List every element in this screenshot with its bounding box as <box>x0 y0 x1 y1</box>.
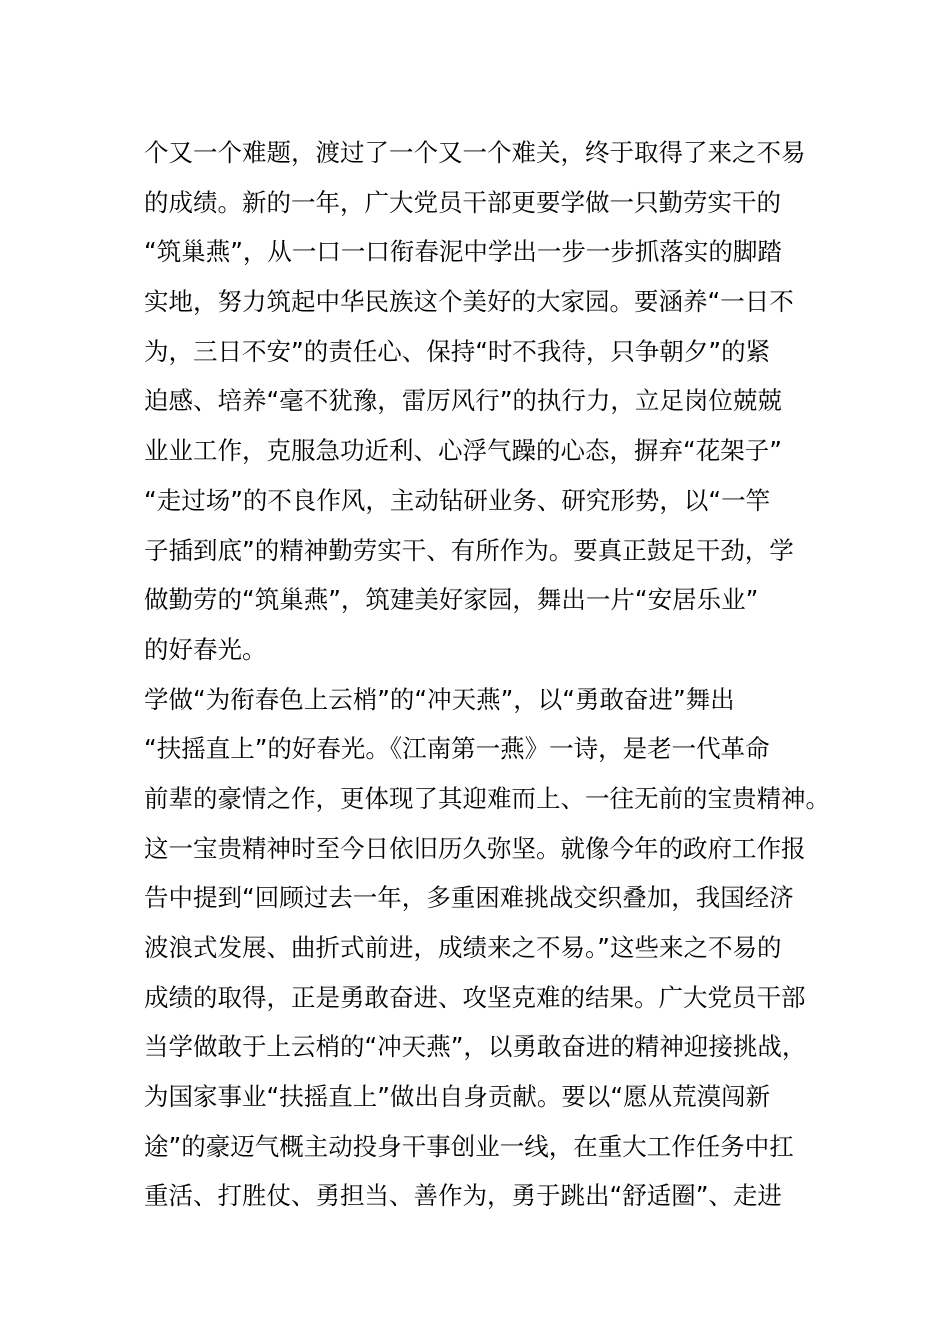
paragraph-start-line: 学做“为衔春色上云梢”的“冲天燕”，以“勇敢奋进”舞出 <box>144 684 735 714</box>
text-line: 的好春光。 <box>144 634 267 664</box>
text-line: 迫感、培养“毫不犹豫，雷厉风行”的执行力，立足岗位兢兢 <box>144 386 782 416</box>
text-line: 实地，努力筑起中华民族这个美好的大家园。要涵养“一日不 <box>144 287 794 317</box>
text-line: 当学做敢于上云梢的“冲天燕”，以勇敢奋进的精神迎接挑战， <box>144 1032 807 1062</box>
text-line: “走过场”的不良作风，主动钻研业务、研究形势，以“一竿 <box>144 485 771 515</box>
text-line: 波浪式发展、曲折式前进，成绩来之不易。”这些来之不易的 <box>144 933 782 962</box>
text-line: 为国家事业“扶摇直上”做出自身贡献。要以“愿从荒漠闯新 <box>144 1082 771 1112</box>
text-line: 前辈的豪情之作，更体现了其迎难而上、一往无前的宝贵精神。 <box>144 783 830 813</box>
text-line: “扶摇直上”的好春光。《江南第一燕》一诗，是老一代革命 <box>144 734 770 764</box>
text-line: 为，三日不安”的责任心、保持“时不我待，只争朝夕”的紧 <box>144 336 771 366</box>
text-line: 子插到底”的精神勤劳实干、有所作为。要真正鼓足干劲，学 <box>144 535 794 565</box>
text-line: 个又一个难题，渡过了一个又一个难关，终于取得了来之不易 <box>144 138 806 167</box>
text-line: 重活、打胜仗、勇担当、善作为，勇于跳出“舒适圈”、走进 <box>144 1181 782 1211</box>
text-line: 做勤劳的“筑巢燕”，筑建美好家园，舞出一片“安居乐业” <box>144 585 759 615</box>
text-line: 告中提到“回顾过去一年，多重困难挑战交织叠加，我国经济 <box>144 883 794 913</box>
text-line: 业业工作，克服急功近利、心浮气躁的心态，摒弃“花架子” <box>144 436 782 466</box>
text-line: 途”的豪迈气概主动投身干事创业一线，在重大工作任务中扛 <box>144 1131 794 1161</box>
text-line: 的成绩。新的一年，广大党员干部更要学做一只勤劳实干的 <box>144 187 781 217</box>
text-line: 这一宝贵精神时至今日依旧历久弥坚。就像今年的政府工作报 <box>144 833 806 863</box>
body-text <box>144 128 830 1221</box>
text-line: 成绩的取得，正是勇敢奋进、攻坚克难的结果。广大党员干部 <box>144 982 806 1012</box>
text-line: “筑巢燕”，从一口一口衔春泥中学出一步一步抓落实的脚踏 <box>144 237 782 267</box>
